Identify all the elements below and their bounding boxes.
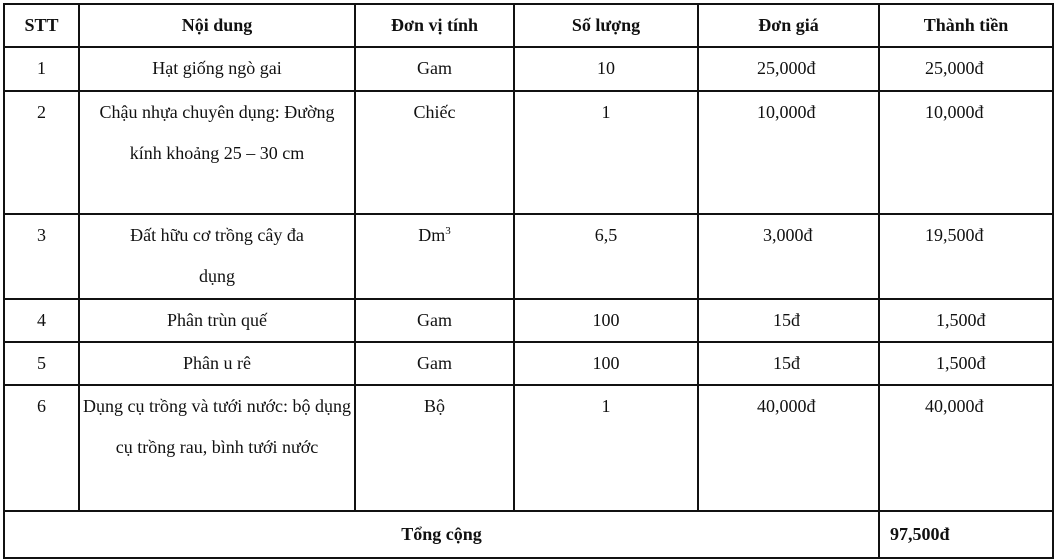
cell-unit: Gam (355, 47, 514, 91)
cell-qty: 100 (514, 299, 698, 342)
cell-total: 25,000đ (879, 47, 1053, 91)
cell-content: Phân u rê (79, 342, 355, 385)
cell-unit (355, 214, 514, 299)
table-row (4, 342, 1053, 385)
header-price: Đơn giá (698, 4, 879, 47)
header-qty: Số lượng (514, 4, 698, 47)
header-content: Nội dung (79, 4, 355, 47)
cell-content: Chậu nhựa chuyên dụng: Đường kính khoảng 25 – 30 cm (79, 91, 355, 214)
cell-content: Đất hữu cơ trồng cây đa dụng (79, 214, 355, 299)
table-row (4, 91, 1053, 214)
cell-price: 15đ (698, 342, 879, 385)
cell-unit: Gam (355, 342, 514, 385)
grand-total: 97,500đ (879, 511, 1053, 558)
table-row (4, 385, 1053, 511)
unit-superscript: 3 (445, 225, 451, 237)
header-unit: Đơn vị tính (355, 4, 514, 47)
cell-unit: Chiếc (355, 91, 514, 214)
header-stt: STT (4, 4, 79, 47)
cell-stt: 5 (4, 342, 79, 385)
cell-total: 1,500đ (879, 299, 1053, 342)
cell-price: 40,000đ (698, 385, 879, 511)
cell-content: Dụng cụ trồng và tưới nước: bộ dụng cụ trồng rau, bình tưới nước (79, 385, 355, 511)
cell-price: 10,000đ (698, 91, 879, 214)
cell-total: 10,000đ (879, 91, 1053, 214)
cell-unit: Gam (355, 299, 514, 342)
cost-table (3, 3, 1054, 559)
cell-stt: 3 (4, 214, 79, 299)
total-row (4, 511, 1053, 558)
cell-qty: 6,5 (514, 214, 698, 299)
cell-stt: 1 (4, 47, 79, 91)
cell-qty: 100 (514, 342, 698, 385)
cell-content: Phân trùn quế (79, 299, 355, 342)
table-row (4, 214, 1053, 299)
header-row (4, 4, 1053, 47)
total-label: Tổng cộng (4, 511, 879, 558)
cell-total: 19,500đ (879, 214, 1053, 299)
cell-qty: 1 (514, 385, 698, 511)
cell-total: 1,500đ (879, 342, 1053, 385)
cell-price: 3,000đ (698, 214, 879, 299)
cell-price: 15đ (698, 299, 879, 342)
cell-qty: 1 (514, 91, 698, 214)
cell-price: 25,000đ (698, 47, 879, 91)
cell-content: Hạt giống ngò gai (79, 47, 355, 91)
cell-unit: Bộ (355, 385, 514, 511)
cell-stt: 6 (4, 385, 79, 511)
cell-stt: 4 (4, 299, 79, 342)
cell-total: 40,000đ (879, 385, 1053, 511)
unit-text: Dm (418, 225, 446, 245)
header-total: Thành tiền (879, 4, 1053, 47)
table-row (4, 299, 1053, 342)
cell-qty: 10 (514, 47, 698, 91)
table-row (4, 47, 1053, 91)
cell-stt: 2 (4, 91, 79, 214)
